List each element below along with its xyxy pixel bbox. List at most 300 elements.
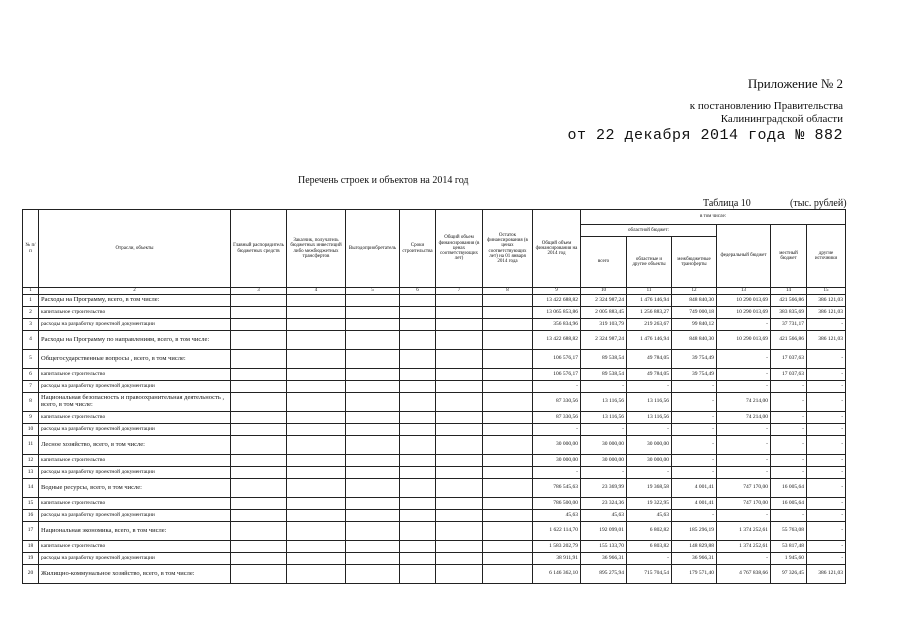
value-cell-14: 17 037,63 bbox=[771, 350, 807, 369]
row-number-cell: 14 bbox=[23, 479, 39, 498]
empty-cell bbox=[483, 479, 533, 498]
empty-cell bbox=[483, 412, 533, 424]
empty-cell bbox=[400, 307, 436, 319]
row-number-cell: 20 bbox=[23, 565, 39, 584]
value-cell-11: 1 476 146,94 bbox=[627, 295, 672, 307]
empty-cell bbox=[436, 522, 483, 541]
row-name-cell: капитальное строительство bbox=[39, 369, 231, 381]
value-cell-13: - bbox=[717, 319, 771, 331]
empty-cell bbox=[231, 369, 287, 381]
row-number-cell: 15 bbox=[23, 498, 39, 510]
table-row bbox=[23, 510, 846, 522]
empty-cell bbox=[436, 350, 483, 369]
value-cell-9: 356 834,96 bbox=[533, 319, 581, 331]
value-cell-15: - bbox=[807, 522, 846, 541]
row-name-cell: капитальное строительство bbox=[39, 307, 231, 319]
col-header-federal: федеральный бюджет bbox=[717, 225, 771, 288]
empty-cell bbox=[400, 381, 436, 393]
row-number-cell: 10 bbox=[23, 424, 39, 436]
value-cell-12: 148 829,88 bbox=[672, 541, 717, 553]
empty-cell bbox=[287, 319, 346, 331]
empty-cell bbox=[346, 381, 400, 393]
empty-cell bbox=[483, 553, 533, 565]
empty-cell bbox=[346, 498, 400, 510]
row-number-cell: 11 bbox=[23, 436, 39, 455]
value-cell-15: - bbox=[807, 424, 846, 436]
value-cell-11: 219 263,67 bbox=[627, 319, 672, 331]
table-row bbox=[23, 541, 846, 553]
value-cell-11: 49 784,05 bbox=[627, 369, 672, 381]
value-cell-12: 99 840,12 bbox=[672, 319, 717, 331]
value-cell-10: 36 966,31 bbox=[581, 553, 627, 565]
empty-cell bbox=[231, 393, 287, 412]
value-cell-14: - bbox=[771, 436, 807, 455]
value-cell-14: 1 945,60 bbox=[771, 553, 807, 565]
value-cell-14: 421 566,86 bbox=[771, 331, 807, 350]
empty-cell bbox=[483, 467, 533, 479]
col-header-local: местный бюджет bbox=[771, 225, 807, 288]
row-name-cell: капитальное строительство bbox=[39, 455, 231, 467]
value-cell-10: 30 000,00 bbox=[581, 455, 627, 467]
value-cell-14: - bbox=[771, 412, 807, 424]
value-cell-14: 16 005,64 bbox=[771, 479, 807, 498]
empty-cell bbox=[483, 541, 533, 553]
empty-cell bbox=[400, 295, 436, 307]
value-cell-15: - bbox=[807, 369, 846, 381]
col-header-customer: Заказчик, получатель бюджетных инвестиций либо межбюджетных трансфертов bbox=[287, 210, 346, 288]
empty-cell bbox=[231, 319, 287, 331]
row-name-cell: расходы на разработку проектной документации bbox=[39, 424, 231, 436]
empty-cell bbox=[287, 295, 346, 307]
column-number-cell: 4 bbox=[287, 288, 346, 295]
value-cell-15: - bbox=[807, 412, 846, 424]
row-number-cell: 6 bbox=[23, 369, 39, 381]
empty-cell bbox=[400, 479, 436, 498]
value-cell-11: 13 116,56 bbox=[627, 412, 672, 424]
empty-cell bbox=[483, 424, 533, 436]
value-cell-13: - bbox=[717, 436, 771, 455]
empty-cell bbox=[287, 455, 346, 467]
empty-cell bbox=[483, 295, 533, 307]
empty-cell bbox=[346, 467, 400, 479]
column-number-cell: 7 bbox=[436, 288, 483, 295]
value-cell-15: - bbox=[807, 436, 846, 455]
empty-cell bbox=[436, 331, 483, 350]
value-cell-12: 4 001,41 bbox=[672, 479, 717, 498]
appendix-label: Приложение № 2 bbox=[747, 76, 843, 91]
row-number-cell: 5 bbox=[23, 350, 39, 369]
col-header-num: № п/п bbox=[23, 210, 39, 288]
value-cell-15: - bbox=[807, 510, 846, 522]
value-cell-10: - bbox=[581, 381, 627, 393]
empty-cell bbox=[231, 307, 287, 319]
value-cell-13: - bbox=[717, 467, 771, 479]
value-cell-13: - bbox=[717, 455, 771, 467]
row-name-cell: расходы на разработку проектной документации bbox=[39, 553, 231, 565]
value-cell-12: 848 840,30 bbox=[672, 295, 717, 307]
empty-cell bbox=[346, 331, 400, 350]
value-cell-9: 786 500,00 bbox=[533, 498, 581, 510]
empty-cell bbox=[287, 565, 346, 584]
empty-cell bbox=[400, 467, 436, 479]
empty-cell bbox=[400, 369, 436, 381]
row-name-cell: Расходы на Программу по направлениям, всего, в том числе: bbox=[39, 331, 231, 350]
table-row bbox=[23, 436, 846, 455]
row-number-cell: 7 bbox=[23, 381, 39, 393]
value-cell-12: 39 754,49 bbox=[672, 369, 717, 381]
value-cell-10: 192 099,01 bbox=[581, 522, 627, 541]
table-row bbox=[23, 331, 846, 350]
value-cell-9: 87 330,56 bbox=[533, 412, 581, 424]
col-header-regional: областной бюджет: bbox=[581, 225, 717, 237]
empty-cell bbox=[287, 498, 346, 510]
value-cell-13: 1 374 252,61 bbox=[717, 541, 771, 553]
value-cell-15: - bbox=[807, 381, 846, 393]
empty-cell bbox=[436, 369, 483, 381]
empty-cell bbox=[346, 412, 400, 424]
empty-cell bbox=[287, 436, 346, 455]
column-number-cell: 13 bbox=[717, 288, 771, 295]
value-cell-15: - bbox=[807, 541, 846, 553]
empty-cell bbox=[400, 522, 436, 541]
value-cell-11: 1 256 883,27 bbox=[627, 307, 672, 319]
value-cell-14: - bbox=[771, 467, 807, 479]
value-cell-12: 848 840,30 bbox=[672, 331, 717, 350]
table-row bbox=[23, 479, 846, 498]
empty-cell bbox=[346, 295, 400, 307]
empty-cell bbox=[346, 510, 400, 522]
value-cell-10: 155 133,70 bbox=[581, 541, 627, 553]
value-cell-12: - bbox=[672, 436, 717, 455]
value-cell-12: 39 754,49 bbox=[672, 350, 717, 369]
value-cell-10: 23 324,36 bbox=[581, 498, 627, 510]
table-row bbox=[23, 553, 846, 565]
value-cell-11: 1 476 146,94 bbox=[627, 331, 672, 350]
empty-cell bbox=[346, 541, 400, 553]
value-cell-9: 87 330,56 bbox=[533, 393, 581, 412]
empty-cell bbox=[400, 424, 436, 436]
column-number-cell: 9 bbox=[533, 288, 581, 295]
column-number-cell: 6 bbox=[400, 288, 436, 295]
value-cell-15: - bbox=[807, 467, 846, 479]
table-row bbox=[23, 522, 846, 541]
row-number-cell: 3 bbox=[23, 319, 39, 331]
value-cell-15: 386 121,03 bbox=[807, 295, 846, 307]
empty-cell bbox=[483, 510, 533, 522]
empty-cell bbox=[231, 498, 287, 510]
empty-cell bbox=[483, 436, 533, 455]
units-label: (тыс. рублей) bbox=[790, 198, 847, 209]
empty-cell bbox=[400, 436, 436, 455]
empty-cell bbox=[483, 522, 533, 541]
empty-cell bbox=[287, 541, 346, 553]
empty-cell bbox=[231, 381, 287, 393]
empty-cell bbox=[346, 393, 400, 412]
row-number-cell: 1 bbox=[23, 295, 39, 307]
value-cell-10: 13 116,56 bbox=[581, 412, 627, 424]
col-header-term: Сроки строительства bbox=[400, 210, 436, 288]
value-cell-12: - bbox=[672, 381, 717, 393]
value-cell-13: 10 290 013,69 bbox=[717, 331, 771, 350]
value-cell-9: 1 622 114,70 bbox=[533, 522, 581, 541]
col-header-regional-objects: областные и другие объекты bbox=[627, 237, 672, 288]
empty-cell bbox=[231, 565, 287, 584]
value-cell-11: 49 784,05 bbox=[627, 350, 672, 369]
decree-line-2: Калининградской области bbox=[720, 113, 843, 125]
value-cell-14: 421 566,86 bbox=[771, 295, 807, 307]
row-number-cell: 13 bbox=[23, 467, 39, 479]
empty-cell bbox=[231, 479, 287, 498]
row-number-cell: 16 bbox=[23, 510, 39, 522]
empty-cell bbox=[436, 295, 483, 307]
empty-cell bbox=[346, 436, 400, 455]
empty-cell bbox=[400, 319, 436, 331]
empty-cell bbox=[483, 331, 533, 350]
table-row bbox=[23, 319, 846, 331]
value-cell-10: 895 275,94 bbox=[581, 565, 627, 584]
table-row bbox=[23, 455, 846, 467]
value-cell-9: 106 576,17 bbox=[533, 369, 581, 381]
value-cell-10: - bbox=[581, 467, 627, 479]
empty-cell bbox=[400, 412, 436, 424]
empty-cell bbox=[483, 319, 533, 331]
value-cell-13: 1 374 252,61 bbox=[717, 522, 771, 541]
value-cell-15: - bbox=[807, 319, 846, 331]
empty-cell bbox=[231, 295, 287, 307]
row-name-cell: расходы на разработку проектной документации bbox=[39, 381, 231, 393]
value-cell-13: - bbox=[717, 381, 771, 393]
column-number-cell: 1 bbox=[23, 288, 39, 295]
value-cell-11: 19 368,58 bbox=[627, 479, 672, 498]
value-cell-9: 13 422 688,82 bbox=[533, 331, 581, 350]
value-cell-13: 747 170,00 bbox=[717, 479, 771, 498]
table-row bbox=[23, 381, 846, 393]
value-cell-12: - bbox=[672, 467, 717, 479]
col-header-transfers: межбюджетные трансферты bbox=[672, 237, 717, 288]
value-cell-12: - bbox=[672, 424, 717, 436]
value-cell-9: 6 146 362,10 bbox=[533, 565, 581, 584]
value-cell-12: - bbox=[672, 510, 717, 522]
col-header-other: другие источники bbox=[807, 225, 846, 288]
value-cell-15: - bbox=[807, 498, 846, 510]
objects-table bbox=[22, 209, 846, 584]
value-cell-10: 2 324 987,24 bbox=[581, 295, 627, 307]
value-cell-12: 749 000,18 bbox=[672, 307, 717, 319]
empty-cell bbox=[231, 331, 287, 350]
row-number-cell: 19 bbox=[23, 553, 39, 565]
empty-cell bbox=[231, 541, 287, 553]
empty-cell bbox=[346, 424, 400, 436]
empty-cell bbox=[287, 522, 346, 541]
empty-cell bbox=[400, 350, 436, 369]
empty-cell bbox=[346, 319, 400, 331]
empty-cell bbox=[400, 331, 436, 350]
empty-cell bbox=[400, 565, 436, 584]
empty-cell bbox=[346, 369, 400, 381]
value-cell-9: 13 422 688,82 bbox=[533, 295, 581, 307]
empty-cell bbox=[231, 467, 287, 479]
value-cell-13: 747 170,00 bbox=[717, 498, 771, 510]
value-cell-9: - bbox=[533, 467, 581, 479]
value-cell-15: 386 121,03 bbox=[807, 307, 846, 319]
value-cell-14: 17 037,63 bbox=[771, 369, 807, 381]
empty-cell bbox=[287, 424, 346, 436]
value-cell-13: 10 290 013,69 bbox=[717, 295, 771, 307]
table-label: Таблица 10 bbox=[703, 198, 751, 209]
row-name-cell: расходы на разработку проектной документации bbox=[39, 319, 231, 331]
empty-cell bbox=[231, 455, 287, 467]
col-header-all: всего bbox=[581, 237, 627, 288]
empty-cell bbox=[231, 436, 287, 455]
value-cell-11: - bbox=[627, 424, 672, 436]
empty-cell bbox=[436, 565, 483, 584]
value-cell-10: 2 324 987,24 bbox=[581, 331, 627, 350]
table-row bbox=[23, 369, 846, 381]
row-name-cell: Национальная безопасность и правоохранительная деятельность , всего, в том числе: bbox=[39, 393, 231, 412]
value-cell-14: 16 005,64 bbox=[771, 498, 807, 510]
col-header-total-volume: Общий объем финансирования (в ценах соответствующих лет) bbox=[436, 210, 483, 288]
document-title: Перечень строек и объектов на 2014 год bbox=[298, 175, 469, 186]
empty-cell bbox=[346, 307, 400, 319]
value-cell-10: 30 000,00 bbox=[581, 436, 627, 455]
value-cell-15: - bbox=[807, 350, 846, 369]
value-cell-9: 1 583 202,79 bbox=[533, 541, 581, 553]
empty-cell bbox=[231, 553, 287, 565]
empty-cell bbox=[287, 381, 346, 393]
value-cell-14: - bbox=[771, 455, 807, 467]
decree-date-line: от 22 декабря 2014 года № 882 bbox=[567, 127, 843, 144]
value-cell-13: - bbox=[717, 424, 771, 436]
empty-cell bbox=[287, 412, 346, 424]
empty-cell bbox=[287, 553, 346, 565]
value-cell-13: 4 767 838,66 bbox=[717, 565, 771, 584]
value-cell-9: 786 545,63 bbox=[533, 479, 581, 498]
value-cell-9: 45,63 bbox=[533, 510, 581, 522]
empty-cell bbox=[400, 510, 436, 522]
empty-cell bbox=[436, 467, 483, 479]
col-header-admin: Главный распорядитель бюджетных средств bbox=[231, 210, 287, 288]
value-cell-15: 386 121,03 bbox=[807, 565, 846, 584]
row-name-cell: капитальное строительство bbox=[39, 498, 231, 510]
value-cell-10: 319 103,79 bbox=[581, 319, 627, 331]
table-row bbox=[23, 295, 846, 307]
value-cell-14: 53 817,48 bbox=[771, 541, 807, 553]
value-cell-13: 74 214,00 bbox=[717, 393, 771, 412]
row-number-cell: 4 bbox=[23, 331, 39, 350]
empty-cell bbox=[231, 424, 287, 436]
table-row bbox=[23, 307, 846, 319]
value-cell-14: - bbox=[771, 381, 807, 393]
empty-cell bbox=[287, 510, 346, 522]
col-header-remaining: Остаток финансирования (в ценах соответствующих лет) на 01 января 2014 года bbox=[483, 210, 533, 288]
value-cell-10: 89 538,54 bbox=[581, 350, 627, 369]
row-number-cell: 18 bbox=[23, 541, 39, 553]
empty-cell bbox=[231, 412, 287, 424]
value-cell-10: 13 116,56 bbox=[581, 393, 627, 412]
value-cell-14: - bbox=[771, 510, 807, 522]
row-number-cell: 9 bbox=[23, 412, 39, 424]
col-header-name: Отрасли, объекты bbox=[39, 210, 231, 288]
empty-cell bbox=[436, 455, 483, 467]
value-cell-11: - bbox=[627, 553, 672, 565]
empty-cell bbox=[483, 369, 533, 381]
empty-cell bbox=[436, 479, 483, 498]
row-number-cell: 17 bbox=[23, 522, 39, 541]
value-cell-14: - bbox=[771, 424, 807, 436]
empty-cell bbox=[231, 350, 287, 369]
column-number-cell: 3 bbox=[231, 288, 287, 295]
value-cell-12: 36 966,31 bbox=[672, 553, 717, 565]
empty-cell bbox=[231, 510, 287, 522]
value-cell-9: 106 576,17 bbox=[533, 350, 581, 369]
value-cell-9: - bbox=[533, 424, 581, 436]
empty-cell bbox=[346, 553, 400, 565]
value-cell-11: 13 116,56 bbox=[627, 393, 672, 412]
row-name-cell: Лесное хозяйство, всего, в том числе: bbox=[39, 436, 231, 455]
value-cell-13: - bbox=[717, 369, 771, 381]
empty-cell bbox=[287, 467, 346, 479]
table-row bbox=[23, 498, 846, 510]
value-cell-10: 23 369,99 bbox=[581, 479, 627, 498]
value-cell-11: 6 803,82 bbox=[627, 541, 672, 553]
table-body bbox=[23, 295, 846, 584]
column-number-cell: 14 bbox=[771, 288, 807, 295]
empty-cell bbox=[400, 541, 436, 553]
empty-cell bbox=[436, 393, 483, 412]
empty-cell bbox=[287, 350, 346, 369]
value-cell-15: - bbox=[807, 479, 846, 498]
empty-cell bbox=[436, 381, 483, 393]
col-header-incl: в том числе: bbox=[581, 210, 846, 225]
value-cell-14: 55 763,08 bbox=[771, 522, 807, 541]
empty-cell bbox=[287, 369, 346, 381]
value-cell-12: - bbox=[672, 455, 717, 467]
empty-cell bbox=[436, 510, 483, 522]
table-row bbox=[23, 424, 846, 436]
empty-cell bbox=[436, 541, 483, 553]
value-cell-10: 2 005 883,45 bbox=[581, 307, 627, 319]
value-cell-11: 30 000,00 bbox=[627, 455, 672, 467]
col-header-volume-2014: Общий объем финансирования на 2014 год bbox=[533, 210, 581, 288]
empty-cell bbox=[287, 479, 346, 498]
row-name-cell: Жилищно-коммунальное хозяйство, всего, в том числе: bbox=[39, 565, 231, 584]
empty-cell bbox=[231, 522, 287, 541]
empty-cell bbox=[436, 412, 483, 424]
value-cell-13: - bbox=[717, 553, 771, 565]
empty-cell bbox=[400, 553, 436, 565]
value-cell-11: - bbox=[627, 381, 672, 393]
value-cell-13: - bbox=[717, 510, 771, 522]
value-cell-10: - bbox=[581, 424, 627, 436]
empty-cell bbox=[436, 319, 483, 331]
column-number-cell: 8 bbox=[483, 288, 533, 295]
value-cell-12: - bbox=[672, 393, 717, 412]
table-row bbox=[23, 393, 846, 412]
value-cell-10: 89 538,54 bbox=[581, 369, 627, 381]
empty-cell bbox=[483, 455, 533, 467]
empty-cell bbox=[483, 393, 533, 412]
empty-cell bbox=[346, 479, 400, 498]
column-number-cell: 2 bbox=[39, 288, 231, 295]
value-cell-12: - bbox=[672, 412, 717, 424]
empty-cell bbox=[483, 498, 533, 510]
column-number-cell: 11 bbox=[627, 288, 672, 295]
value-cell-12: 4 001,41 bbox=[672, 498, 717, 510]
value-cell-11: - bbox=[627, 467, 672, 479]
row-name-cell: расходы на разработку проектной документации bbox=[39, 467, 231, 479]
empty-cell bbox=[436, 424, 483, 436]
value-cell-9: 13 065 853,86 bbox=[533, 307, 581, 319]
